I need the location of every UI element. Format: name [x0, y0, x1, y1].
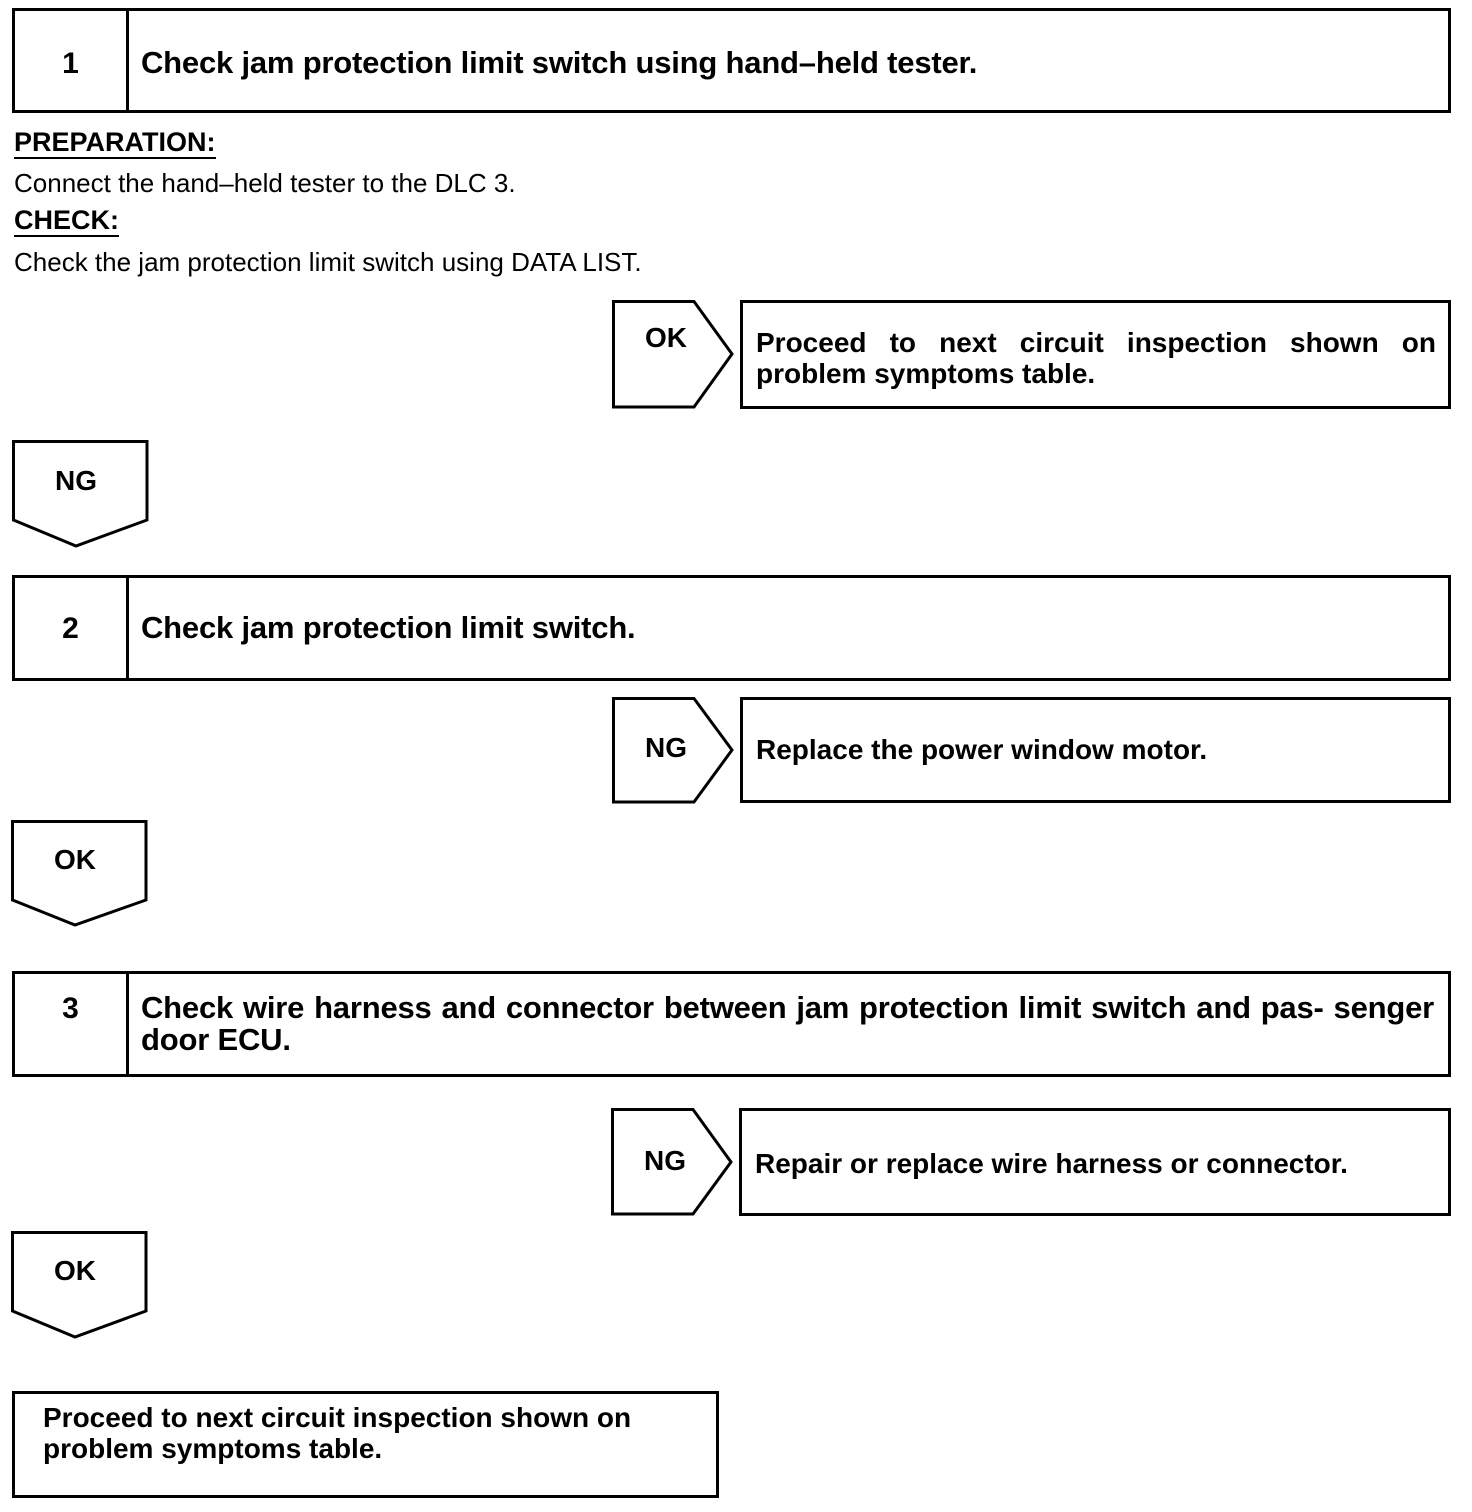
branch-label-ok: OK: [54, 1255, 96, 1286]
check-text: Check the jam protection limit switch using DATA LIST.: [14, 247, 642, 277]
step-1-box: [12, 8, 1451, 113]
branch-label-ok: OK: [54, 844, 96, 875]
preparation-label: PREPARATION:: [14, 127, 216, 157]
step-number: 1: [15, 11, 129, 110]
right-arrow-icon: [612, 300, 736, 410]
preparation-text: Connect the hand–held tester to the DLC 3.: [14, 168, 516, 198]
step-title: Check wire harness and connector between jam protection limit switch and pas- senger door ECU.: [141, 990, 1434, 1057]
step-title: Check jam protection limit switch.: [141, 610, 636, 645]
step-number: 3: [15, 974, 129, 1074]
result-box: Repair or replace wire harness or connector.: [739, 1108, 1451, 1216]
check-label: CHECK:: [14, 205, 119, 235]
branch-label-ng: NG: [645, 732, 687, 763]
result-box: Proceed to next circuit inspection shown on problem symptoms table.: [740, 300, 1451, 409]
branch-label-ng: NG: [55, 465, 97, 496]
step-3-box: [12, 971, 1451, 1077]
branch-label-ok: OK: [645, 322, 687, 353]
step-number: 2: [15, 578, 129, 678]
step-2-box: [12, 575, 1451, 681]
branch-label-ng: NG: [644, 1145, 686, 1176]
final-result-box: Proceed to next circuit inspection shown on problem symptoms table.: [12, 1391, 719, 1498]
step-title: Check jam protection limit switch using hand–held tester.: [141, 45, 978, 80]
result-box: Replace the power window motor.: [740, 697, 1451, 803]
